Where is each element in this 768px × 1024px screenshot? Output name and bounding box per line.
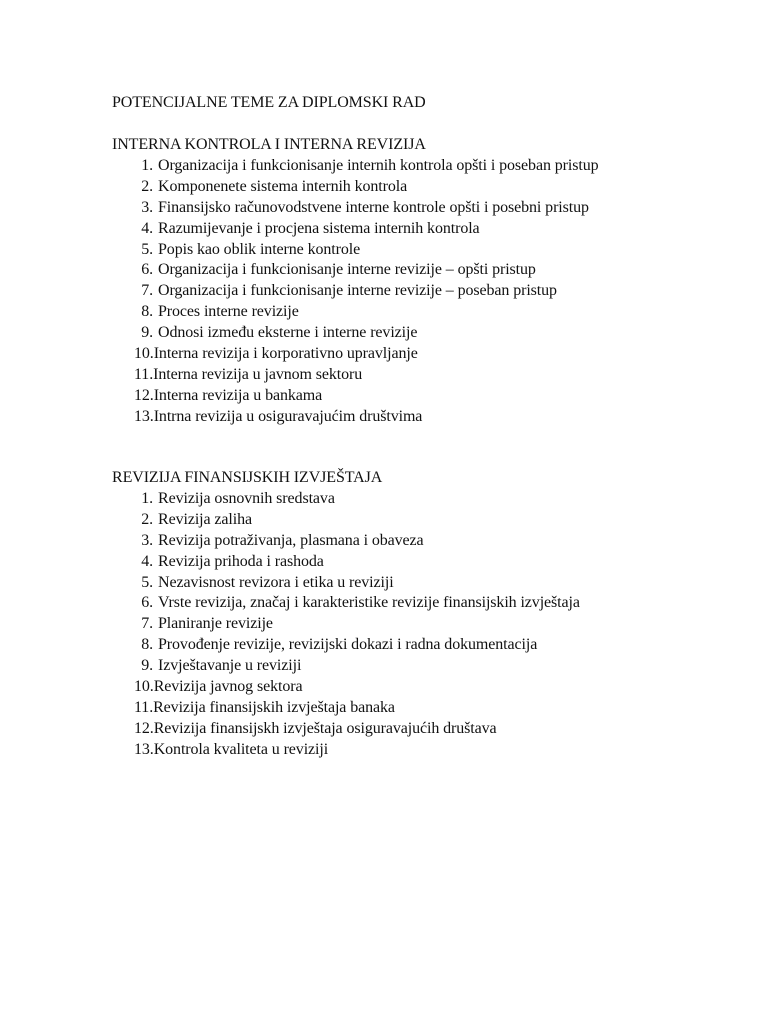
list-item <box>112 302 712 323</box>
item-text: Finansijsko računovodstvene interne kontrole opšti i posebni pristup <box>158 198 589 216</box>
list-item <box>112 593 712 614</box>
item-text: Interna revizija u javnom sektoru <box>153 365 363 383</box>
list-item <box>112 656 712 677</box>
item-number: 5. <box>141 240 153 258</box>
item-number: 10. <box>134 678 154 696</box>
item-text: Razumijevanje i procjena sistema internih kontrola <box>158 219 480 237</box>
item-number: 1. <box>141 157 153 174</box>
item-number: 13. <box>134 740 154 758</box>
item-text: Revizija prihoda i rashoda <box>158 552 324 570</box>
item-number: 10. <box>134 345 154 363</box>
item-text: Intrna revizija u osiguravajućim društvima <box>153 407 423 425</box>
item-text: Vrste revizija, značaj i karakteristike revizije finansijskih izvještaja <box>158 594 580 612</box>
item-text: Revizija finansijskih izvještaja banaka <box>153 698 395 716</box>
item-number: 12. <box>134 386 154 404</box>
list-item <box>112 698 712 719</box>
item-text: Revizija finansijskh izvještaja osiguravajućih društava <box>153 719 497 737</box>
list-item <box>112 552 712 573</box>
list-item <box>112 489 712 510</box>
item-text: Interna revizija i korporativno upravljanje <box>153 345 418 363</box>
item-text: Revizija zaliha <box>158 510 253 528</box>
list-item <box>112 156 712 177</box>
list-item <box>112 614 712 635</box>
item-text: Popis kao oblik interne kontrole <box>158 240 361 258</box>
section-heading-interna-kontrola: INTERNA KONTROLA I INTERNA REVIZIJA <box>112 136 426 153</box>
item-number: 9. <box>141 324 153 342</box>
item-text: Kontrola kvaliteta u reviziji <box>153 740 329 758</box>
item-number: 11. <box>134 365 154 383</box>
item-number: 7. <box>141 282 153 300</box>
item-number: 3. <box>141 531 153 549</box>
item-text: Komponenete sistema internih kontrola <box>158 177 408 195</box>
item-number: 13. <box>134 407 154 425</box>
item-text: Odnosi između eksterne i interne revizije <box>158 324 418 342</box>
item-text: Revizija javnog sektora <box>153 678 303 696</box>
item-text: Planiranje revizije <box>158 615 273 633</box>
list-item <box>112 719 712 740</box>
list-item <box>112 740 712 761</box>
item-number: 3. <box>141 198 153 216</box>
list-item <box>112 531 712 552</box>
item-number: 8. <box>141 636 153 654</box>
item-number: 11. <box>134 698 154 716</box>
list-item <box>112 386 712 407</box>
item-text: Proces interne revizije <box>158 303 299 321</box>
item-number: 9. <box>141 657 153 675</box>
list-item <box>112 677 712 698</box>
list-item <box>112 177 712 198</box>
item-text: Izvještavanje u reviziji <box>158 657 302 675</box>
item-number: 4. <box>141 552 153 570</box>
item-text: Organizacija i funkcionisanje interne revizije – poseban pristup <box>158 282 557 300</box>
item-number: 8. <box>141 303 153 321</box>
list-item <box>112 344 712 365</box>
item-number: 2. <box>141 177 153 195</box>
topic-list-interna-kontrola <box>112 156 712 428</box>
item-number: 6. <box>141 261 153 279</box>
list-item <box>112 198 712 219</box>
topic-list-revizija-finansijskih-izvjestaja <box>112 489 712 761</box>
list-item <box>112 281 712 302</box>
list-item <box>112 635 712 656</box>
list-item <box>112 260 712 281</box>
item-number: 1. <box>141 490 153 507</box>
item-text: Organizacija i funkcionisanje interne revizije – opšti pristup <box>158 261 536 279</box>
item-text: Revizija potraživanja, plasmana i obaveza <box>158 531 424 549</box>
item-text: Organizacija i funkcionisanje internih kontrola opšti i poseban pristup <box>158 157 599 174</box>
section-heading-revizija-finansijskih-izvjestaja: REVIZIJA FINANSIJSKIH IZVJEŠTAJA <box>112 469 383 486</box>
item-number: 4. <box>141 219 153 237</box>
list-item <box>112 407 712 428</box>
item-text: Revizija osnovnih sredstava <box>158 490 335 507</box>
item-number: 2. <box>141 510 153 528</box>
item-text: Provođenje revizije, revizijski dokazi i radna dokumentacija <box>158 636 538 654</box>
item-text: Interna revizija u bankama <box>153 386 323 404</box>
item-number: 12. <box>134 719 154 737</box>
list-item <box>112 365 712 386</box>
item-number: 6. <box>141 594 153 612</box>
item-number: 5. <box>141 573 153 591</box>
item-text: Nezavisnost revizora i etika u reviziji <box>158 573 394 591</box>
list-item <box>112 323 712 344</box>
list-item <box>112 240 712 261</box>
document-title: POTENCIJALNE TEME ZA DIPLOMSKI RAD <box>112 94 426 111</box>
item-number: 7. <box>141 615 153 633</box>
list-item <box>112 573 712 594</box>
list-item <box>112 510 712 531</box>
list-item <box>112 219 712 240</box>
